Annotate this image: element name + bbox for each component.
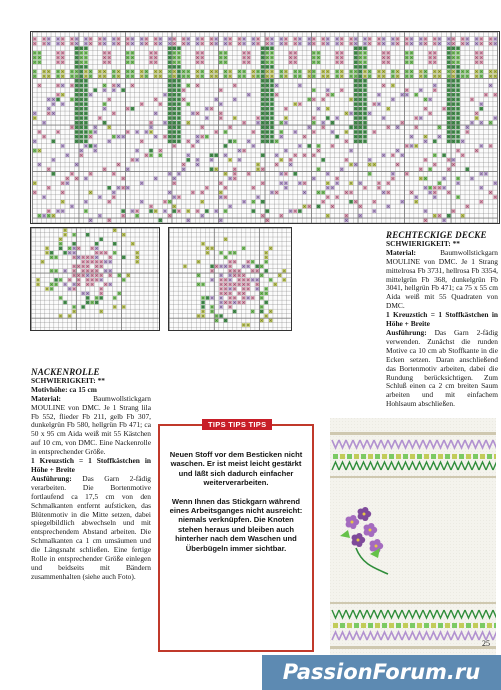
section-title-nackenrolle: NACKENROLLE	[31, 367, 100, 377]
round-motif-right-svg	[169, 228, 291, 330]
embroidered-towel-photo	[330, 418, 496, 658]
kreuzstich-nackenrolle: 1 Kreuzstich = 1 Stoffkästchen in Höhe + Breite	[31, 456, 151, 474]
ausfuehrung-rechteckige	[386, 329, 498, 409]
tips-box	[158, 420, 314, 652]
material-label: Material:	[386, 247, 416, 257]
material-rechteckige	[386, 249, 498, 311]
tip-paragraph-1: Neuen Stoff vor dem Besticken nicht waschen. Er ist meist leicht gestärkt und läßt sich dadurch einfacher weiterverarbeiten.	[169, 450, 303, 488]
material-text: Baumwollstickgarn MOULINE von DMC. Je 1 Strang mittelrosa Fb 3731, hellrosa Fb 3354, mittelgrün Fb 368, dunkelgrün Fb 3041, hellgrün Fb 471; ca 75 x 55 cm Aida weiß mit 55 Quadraten von DMC.	[386, 247, 498, 311]
material-text: Baumwollstickgarn MOULINE von DMC. Je 1 Strang lila Fb 552, flieder Fb 211, gelb Fb 307, dunkelgrün Fb 580, hellgrün Fb 471; ca 50 x 95 cm Aida weiß mit 55 Kästchen auf 10 cm, von DMC. Eine Nackenrolle in entsprechender Größe.	[31, 393, 151, 457]
round-motif-left-svg	[31, 228, 159, 330]
difficulty-rechteckige: SCHWIERIGKEIT: **	[386, 238, 460, 248]
ausfuehrung-nackenrolle	[31, 475, 151, 582]
ausfuehrung-label: Ausführung:	[386, 327, 427, 337]
border-chart-svg	[31, 32, 499, 223]
tips-banner: TIPS TIPS TIPS	[202, 419, 272, 430]
kreuzstich-rechteckige: 1 Kreuzstich = 1 Stoffkästchen in Höhe + Breite	[386, 310, 498, 329]
ausfuehrung-text: Das Garn 2-fädig verarbeiten. Die Bortenmotive fortlaufend ca 17,5 cm von den Schmalkanten entfernt aufsticken, das Blütenmotiv in die Mitte setzen, dabei spiegelbildlich abwechseln und mit entsprechendem Abstand arbeiten. Die Schmalkanten ca 1 cm umsäumen und die Längsnaht schließen. Eine fertige Rolle in entsprechender Größe einlegen und beidseits mit Bändern zusammenhalten (siehe auch Foto).	[31, 473, 151, 581]
towel-photo-svg	[330, 418, 496, 658]
difficulty-nackenrolle: SCHWIERIGKEIT: **	[31, 375, 105, 385]
watermark-logo: PassionForum.ru	[262, 655, 501, 690]
round-motif-chart-left	[30, 227, 160, 331]
motivhoehe: Motivhöhe: ca 15 cm	[31, 384, 97, 394]
ausfuehrung-label: Ausführung:	[31, 473, 72, 483]
nackenrolle-column	[31, 368, 151, 582]
page-number: 25	[482, 639, 490, 648]
section-title-rechteckige: RECHTECKIGE DECKE	[386, 230, 487, 240]
material-label: Material:	[31, 393, 61, 403]
border-cross-stitch-chart	[30, 31, 500, 224]
tips-text	[168, 450, 304, 562]
round-motif-chart-right	[168, 227, 292, 331]
ausfuehrung-text: Das Garn 2-fädig verwenden. Zunächst die runden Motive ca 10 cm ab Stoffkante in die Ecken setzen. Daran anschließend das Bortenmotiv arbeiten, dabei die Rundung berücksichtigen. Zum Schluß einen ca 2 cm breiten Saum arbeiten und mit einfachem Hohlsaum abschließen.	[386, 327, 498, 409]
material-nackenrolle	[31, 395, 151, 457]
tip-paragraph-2: Wenn Ihnen das Stickgarn während eines Arbeitsganges nicht ausreicht: niemals verknüpfen. Die Knoten stehen heraus und bleiben auch hinterher nach dem Waschen und Überbügeln immer sichtbar.	[169, 496, 303, 553]
rechteckige-decke-column	[386, 231, 498, 409]
